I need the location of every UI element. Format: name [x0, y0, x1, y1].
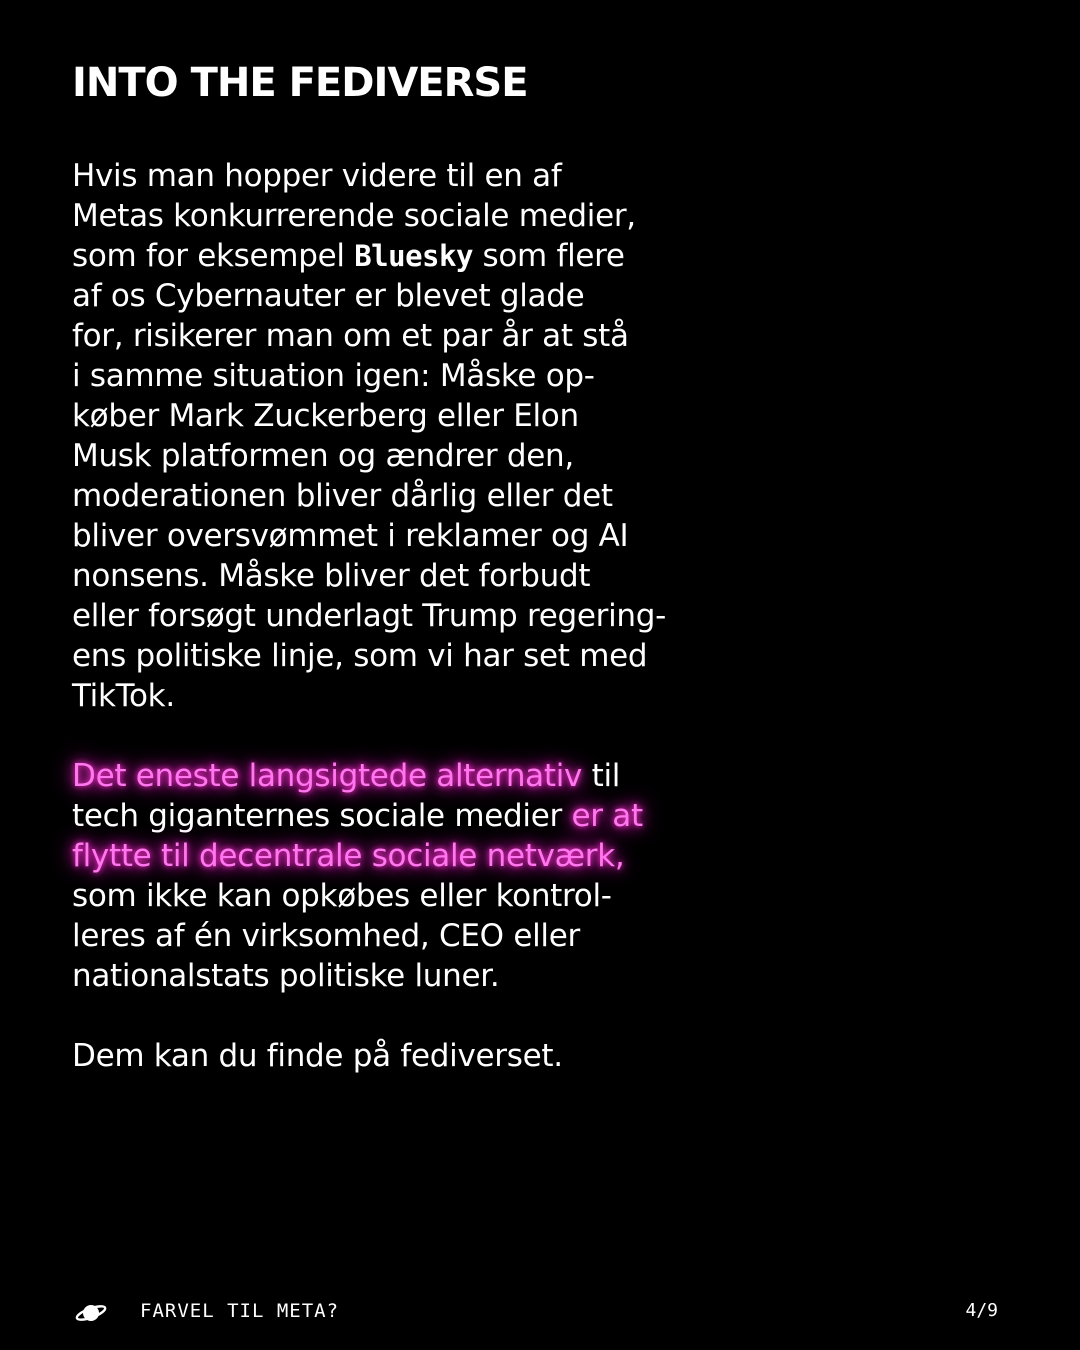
- text-segment: til: [582, 758, 621, 794]
- paragraph-1-line: TikTok.: [72, 678, 175, 714]
- paragraph-1-line: eller forsøgt underlagt Trump regering-: [72, 598, 667, 634]
- bluesky-brand-name: Bluesky: [354, 239, 473, 273]
- paragraph-2-line: som ikke kan opkøbes eller kontrol-: [72, 878, 612, 914]
- article-body: [72, 156, 712, 1076]
- paragraph-1-line: ens politiske linje, som vi har set med: [72, 638, 648, 674]
- paragraph-1-line: af os Cybernauter er blevet glade: [72, 278, 585, 314]
- highlighted-text: flytte til decentrale sociale netværk,: [72, 838, 625, 874]
- paragraph-2-line: leres af én virksomhed, CEO eller: [72, 918, 580, 954]
- highlighted-text: Det eneste langsigtede alternativ: [72, 758, 583, 794]
- paragraph-1-line: moderationen bliver dårlig eller det: [72, 478, 613, 514]
- text-segment: som flere: [472, 238, 625, 274]
- footer-title: FARVEL TIL META?: [140, 1300, 340, 1322]
- paragraph-1-line: [72, 236, 712, 276]
- paragraph-1-line: køber Mark Zuckerberg eller Elon: [72, 398, 579, 434]
- paragraph-1-line: bliver oversvømmet i reklamer og AI: [72, 518, 629, 554]
- paragraph-1-line: Musk platformen og ændrer den,: [72, 438, 574, 474]
- paragraph-2-line: nationalstats politiske luner.: [72, 958, 500, 994]
- paragraph-1-line: Metas konkurrerende sociale medier,: [72, 198, 636, 234]
- paragraph-1-line: i samme situation igen: Måske op-: [72, 358, 595, 394]
- paragraph-1-line: for, risikerer man om et par år at stå: [72, 318, 629, 354]
- text-segment: tech giganternes sociale medier: [72, 798, 572, 834]
- paragraph-2-line: [72, 836, 712, 876]
- page-indicator: 4/9: [965, 1300, 998, 1321]
- paragraph-2-line: [72, 756, 712, 796]
- paragraph-spacer: [72, 996, 712, 1036]
- paragraph-2-line: [72, 796, 712, 836]
- highlighted-text: er at: [571, 798, 643, 834]
- planet-icon: [74, 1298, 108, 1328]
- paragraph-1-line: nonsens. Måske bliver det forbudt: [72, 558, 591, 594]
- paragraph-3-line: Dem kan du finde på fediverset.: [72, 1038, 563, 1074]
- text-segment: som for eksempel: [72, 238, 355, 274]
- footer: [0, 1296, 1080, 1332]
- paragraph-spacer: [72, 716, 712, 756]
- page-title: INTO THE FEDIVERSE: [72, 60, 528, 106]
- paragraph-1-line: Hvis man hopper videre til en af: [72, 158, 562, 194]
